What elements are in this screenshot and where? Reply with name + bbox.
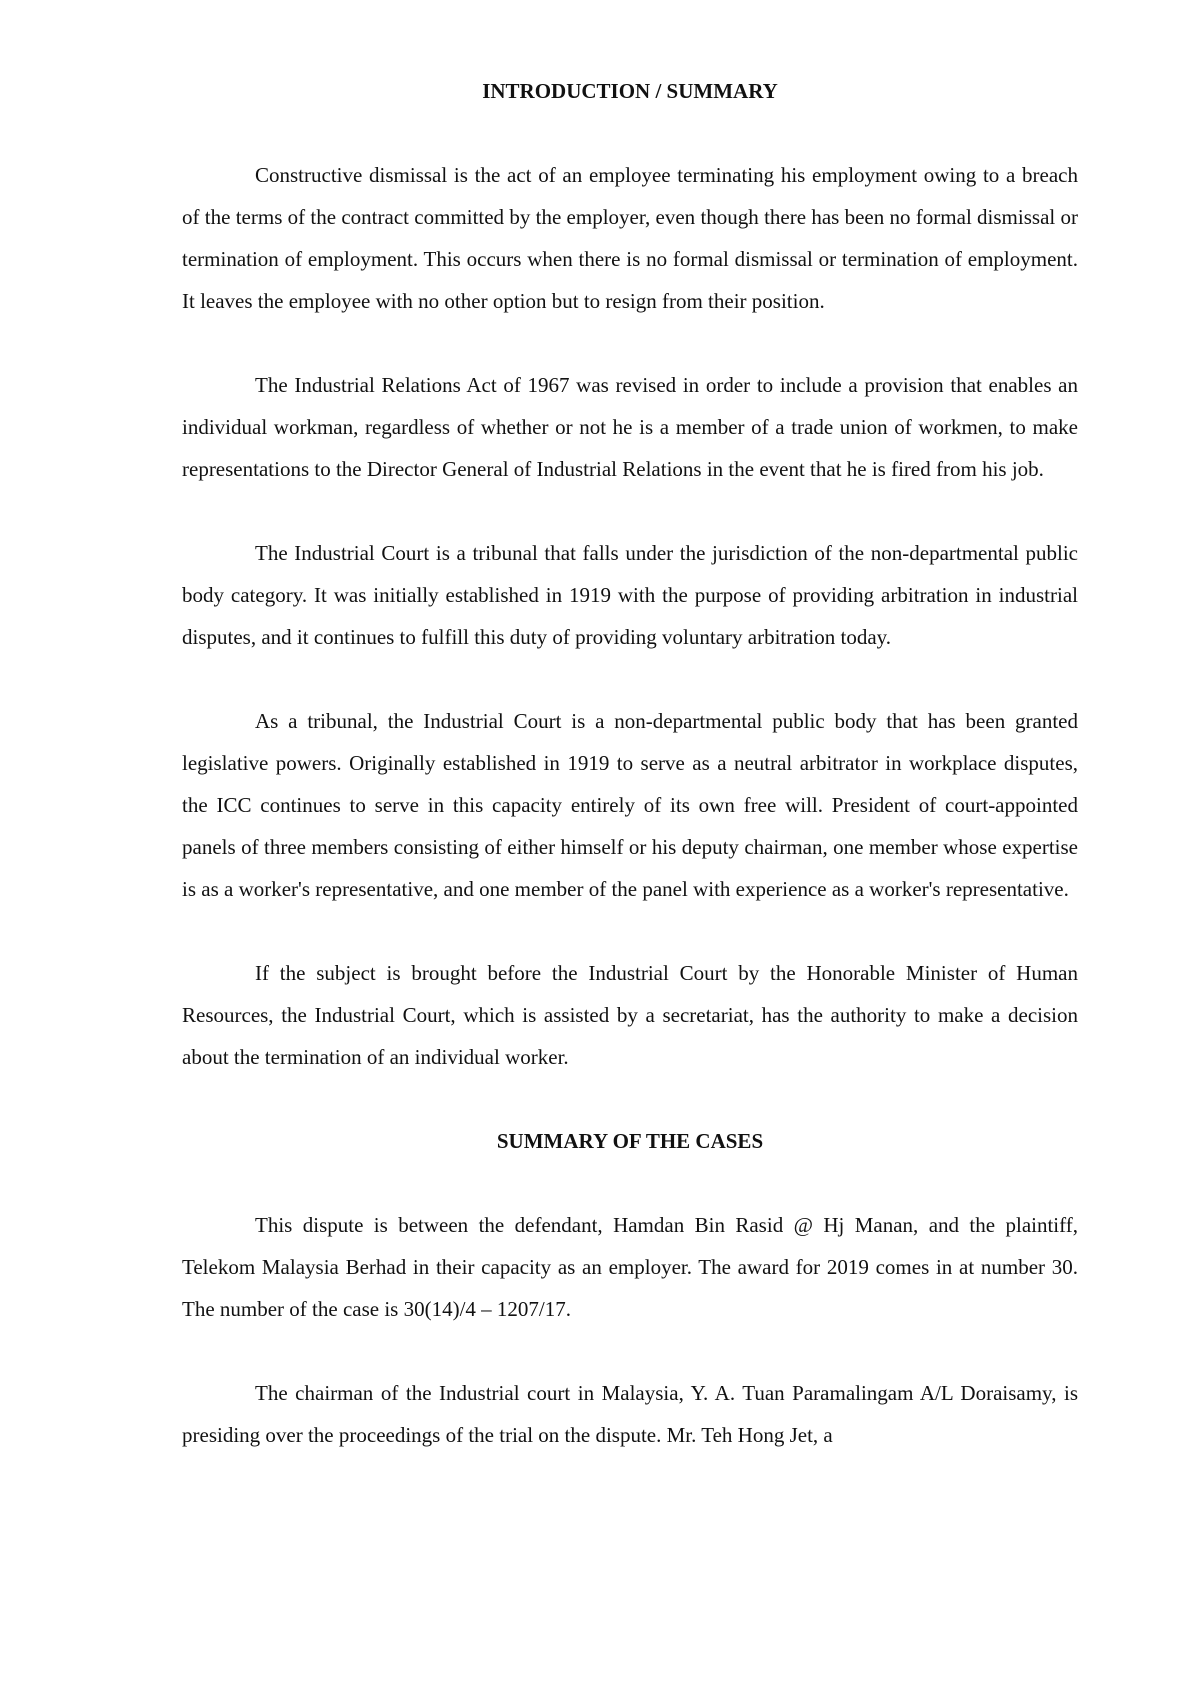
spacer [182, 490, 1078, 532]
intro-paragraph-5: If the subject is brought before the Industrial Court by the Honorable Minister of Human Resources, the Industrial Court, which is assisted by a secretariat, has the authority to make a decision about the termination of an individual worker. [182, 961, 1078, 1069]
spacer [182, 322, 1078, 364]
spacer [182, 1330, 1078, 1372]
case-paragraph-2: The chairman of the Industrial court in Malaysia, Y. A. Tuan Paramalingam A/L Doraisamy, is presiding over the proceedings of the trial on the dispute. Mr. Teh Hong Jet, a [182, 1381, 1078, 1447]
spacer [182, 658, 1078, 700]
case-paragraph-1: This dispute is between the defendant, Hamdan Bin Rasid @ Hj Manan, and the plaintiff, Telekom Malaysia Berhad in their capacity as an employer. The award for 2019 comes in at number 30. The number of the case is 30(14)/4 – 1207/17. [182, 1213, 1078, 1321]
heading-summary-of-cases: SUMMARY OF THE CASES [496, 1129, 764, 1153]
spacer [182, 1078, 1078, 1120]
intro-paragraph-1: Constructive dismissal is the act of an employee terminating his employment owing to a breach of the terms of the contract committed by the employer, even though there has been no formal dismissal or termination of employment. This occurs when there is no formal dismissal or termination of employment. It leaves the employee with no other option but to resign from their position. [182, 163, 1078, 313]
spacer [182, 1162, 1078, 1204]
intro-paragraph-3: The Industrial Court is a tribunal that falls under the jurisdiction of the non-departmental public body category. It was initially established in 1919 with the purpose of providing arbitration in industrial disputes, and it continues to fulfill this duty of providing voluntary arbitration today. [182, 541, 1078, 649]
intro-paragraph-4: As a tribunal, the Industrial Court is a non-departmental public body that has been granted legislative powers. Originally established in 1919 to serve as a neutral arbitrator in workplace disputes, the ICC continues to serve in this capacity entirely of its own free will. President of court-appointed panels of three members consisting of either himself or his deputy chairman, one member whose expertise is as a worker's representative, and one member of the panel with experience as a worker's representative. [182, 709, 1078, 901]
document-page [182, 70, 1078, 1456]
spacer [182, 112, 1078, 154]
intro-paragraph-2: The Industrial Relations Act of 1967 was revised in order to include a provision that enables an individual workman, regardless of whether or not he is a member of a trade union of workmen, to make representations to the Director General of Industrial Relations in the event that he is fired from his job. [182, 373, 1078, 481]
spacer [182, 910, 1078, 952]
heading-introduction-summary: INTRODUCTION / SUMMARY [482, 79, 778, 103]
